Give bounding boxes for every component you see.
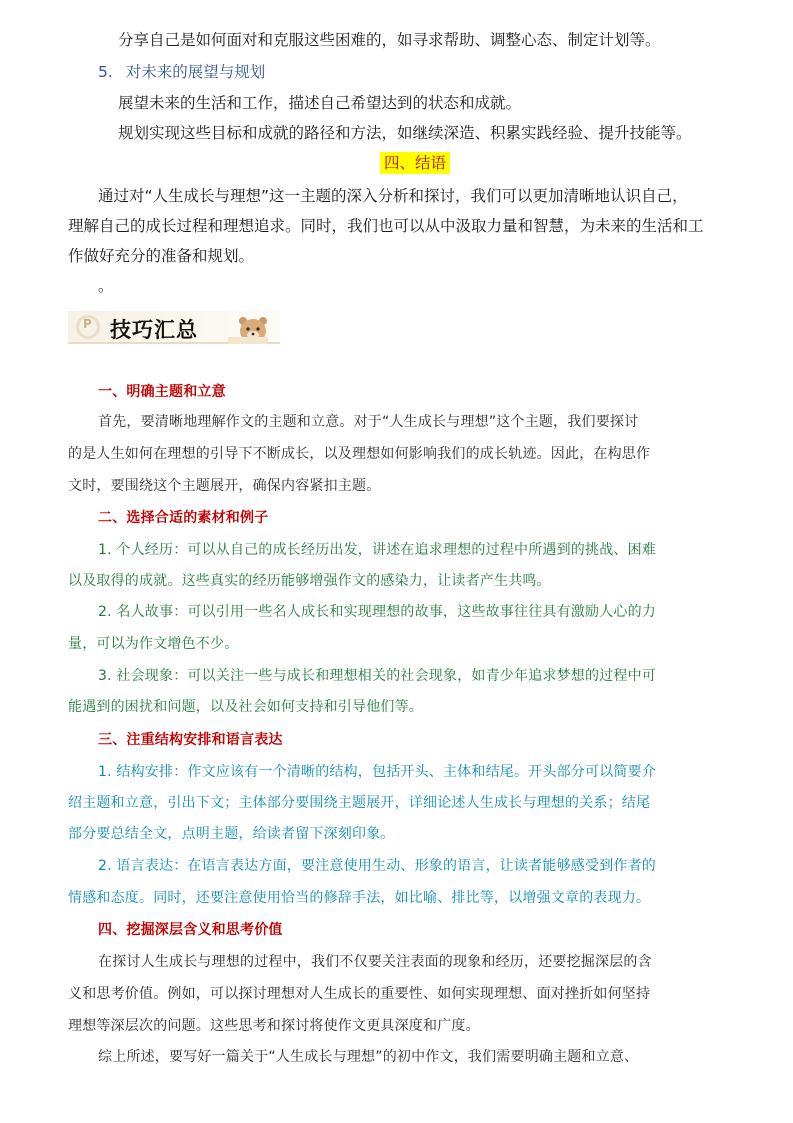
- tip-heading-3: 三、注重结构安排和语言表达: [98, 732, 283, 748]
- list-item-title: 对未来的展望与规划: [125, 63, 266, 81]
- tip-2-line-3: 2. 名人故事：可以引用一些名人成长和实现理想的故事，这些故事往往具有激励人心的力: [98, 604, 657, 620]
- stray-period: 。: [98, 277, 114, 295]
- tip-1-line-3: 文时，要围绕这个主题展开，确保内容紧扣主题。: [68, 478, 381, 494]
- list-number: 5.: [98, 63, 113, 81]
- tip-4-line-3: 理想等深层次的问题。这些思考和探讨将使作文更具深度和广度。: [68, 1018, 480, 1034]
- section-heading-conclusion: 四、结语: [380, 152, 450, 174]
- tip-2-line-5: 3. 社会现象：可以关注一些与成长和理想相关的社会现象，如青少年追求梦想的过程中可: [98, 668, 657, 684]
- conclusion-line-1: 通过对“人生成长与理想”这一主题的深入分析和探讨，我们可以更加清晰地认识自己，: [98, 187, 688, 205]
- paragraph-overcome-difficulties: 分享自己是如何面对和克服这些困难的，如寻求帮助、调整心态、制定计划等。: [118, 31, 661, 49]
- tip-heading-1: 一、明确主题和立意: [98, 384, 226, 400]
- tip-2-line-4: 量，可以为作文增色不少。: [68, 636, 239, 652]
- tip-4-line-1: 在探讨人生成长与理想的过程中，我们不仅要关注表面的现象和经历，还要挖掘深层的含: [98, 954, 652, 970]
- conclusion-line-3: 作做好充分的准备和规划。: [68, 247, 255, 265]
- tip-3-line-3: 部分要总结全文，点明主题，给读者留下深刻印象。: [68, 826, 395, 842]
- tip-4-line-4: 综上所述，要写好一篇关于“人生成长与理想”的初中作文，我们需要明确主题和立意、: [98, 1049, 639, 1065]
- tip-1-line-2: 的是人生如何在理想的引导下不断成长，以及理想如何影响我们的成长轨迹。因此，在构思作: [68, 446, 651, 462]
- conclusion-line-2: 理解自己的成长过程和理想追求。同时，我们也可以从中汲取力量和智慧，为未来的生活和工: [68, 217, 704, 235]
- tip-2-line-6: 能遇到的困扰和问题，以及社会如何支持和引导他们等。: [68, 699, 423, 715]
- tips-summary-banner: [68, 307, 280, 347]
- tip-3-line-5: 情感和态度。同时，还要注意使用恰当的修辞手法，如比喻、排比等，以增强文章的表现力。: [68, 890, 651, 906]
- list-item-5-heading: [98, 62, 265, 82]
- banner-title: 技巧汇总: [110, 317, 198, 342]
- tip-heading-4: 四、挖掘深层含义和思考价值: [98, 922, 283, 938]
- tip-3-line-1: 1. 结构安排：作文应该有一个清晰的结构，包括开头、主体和结尾。开头部分可以简要介: [98, 764, 657, 780]
- logo-p-icon: P: [83, 317, 92, 331]
- tip-3-line-2: 绍主题和立意，引出下文；主体部分要围绕主题展开，详细论述人生成长与理想的关系；结尾: [68, 795, 651, 811]
- tip-3-line-4: 2. 语言表达：在语言表达方面，要注意使用生动、形象的语言，让读者能够感受到作者的: [98, 858, 657, 874]
- paragraph-future-plan: 规划实现这些目标和成就的路径和方法，如继续深造、积累实践经验、提升技能等。: [118, 124, 692, 142]
- tip-heading-2: 二、选择合适的素材和例子: [98, 510, 269, 526]
- tip-1-line-1: 首先，要清晰地理解作文的主题和立意。对于“人生成长与理想”这个主题，我们要探讨: [98, 414, 639, 430]
- tip-4-line-2: 义和思考价值。例如，可以探讨理想对人生成长的重要性、如何实现理想、面对挫折如何坚持: [68, 986, 651, 1002]
- paragraph-future-outlook: 展望未来的生活和工作，描述自己希望达到的状态和成就。: [118, 94, 522, 112]
- tip-2-line-2: 以及取得的成就。这些真实的经历能够增强作文的感染力，让读者产生共鸣。: [68, 573, 551, 589]
- tip-2-line-1: 1. 个人经历：可以从自己的成长经历出发，讲述在追求理想的过程中所遇到的挑战、困难: [98, 542, 657, 558]
